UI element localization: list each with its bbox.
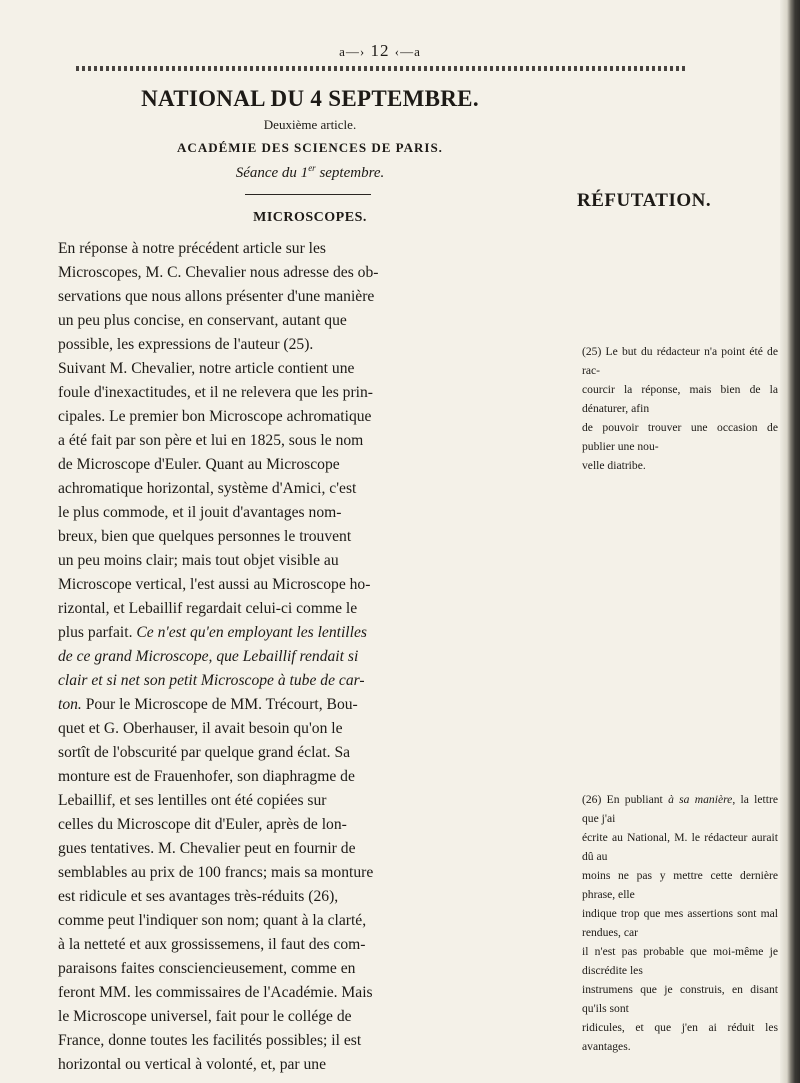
body-line: achromatique horizontal, système d'Amici, c'est — [58, 480, 357, 497]
body-line: sortît de l'obscurité par quelque grand éclat. Sa — [58, 744, 351, 761]
body-line: cipales. Le premier bon Microscope achromatique — [58, 408, 372, 425]
body-line: feront MM. les commissaires de l'Académie. Mais — [58, 984, 373, 1001]
body-line: semblables au prix de 100 francs; mais sa monture — [58, 864, 374, 881]
body-line: France, donne toutes les facilités possibles; il est — [58, 1032, 362, 1049]
footnote-line: (25) Le but du rédacteur n'a point été de rac- — [582, 345, 778, 377]
refutation-heading: RÉFUTATION. — [577, 190, 712, 211]
article-body — [58, 237, 568, 1077]
body-line: quet et G. Oberhauser, il avait besoin qu'on le — [58, 720, 343, 737]
body-line: Suivant M. Chevalier, notre article contient une — [58, 360, 355, 377]
body-line: rizontal, et Lebaillif regardait celui-ci comme le — [58, 600, 358, 617]
body-line: paraisons faites consciencieusement, comme en — [58, 960, 356, 977]
academy-heading: ACADÉMIE DES SCIENCES DE PARIS. — [177, 140, 443, 155]
footnote-line: ridicules, et que j'en ai réduit les avantages. — [582, 1021, 778, 1053]
body-line: Microscopes, M. C. Chevalier nous adresse des ob- — [58, 264, 379, 281]
body-line: clair et si net son petit Microscope à tube de car- — [58, 672, 365, 689]
body-line: horizontal ou vertical à volonté, et, par une — [58, 1056, 327, 1073]
body-line: Microscope vertical, l'est aussi au Microscope ho- — [58, 576, 371, 593]
body-line: est ridicule et ses avantages très-réduits (26), — [58, 888, 339, 905]
divider — [245, 194, 371, 195]
footnote-line: (26) En publiant à sa manière, la lettre que j'ai — [582, 793, 778, 825]
footnote-26 — [582, 790, 778, 1056]
body-line: a été fait par son père et lui en 1825, sous le nom — [58, 432, 364, 449]
body-line: possible, les expressions de l'auteur (25). — [58, 336, 314, 353]
footnote-line: velle diatribe. — [582, 459, 646, 472]
article-number: Deuxième article. — [263, 117, 357, 132]
footnote-line: courcir la réponse, mais bien de la dénaturer, afin — [582, 383, 778, 415]
body-line: plus parfait. Ce n'est qu'en employant les lentilles — [58, 624, 367, 641]
page-number-value: 12 — [370, 41, 390, 60]
footnote-line: indique trop que mes assertions sont mal rendues, car — [582, 907, 778, 939]
footnote-25 — [582, 342, 778, 475]
page-number-right-ornament: ‹—a — [394, 44, 421, 59]
body-line: de ce grand Microscope, que Lebaillif rendait si — [58, 648, 359, 665]
body-line: à la netteté et aux grossissemens, il faut des com- — [58, 936, 366, 953]
body-line: En réponse à notre précédent article sur les — [58, 240, 327, 257]
footnote-line: écrite au National, M. le rédacteur aurait dû au — [582, 831, 778, 863]
newspaper-title: NATIONAL DU 4 SEPTEMBRE. — [141, 86, 479, 111]
footnote-line: moins ne pas y mettre cette dernière phrase, elle — [582, 869, 778, 901]
footnote-line: instrumens que je construis, en disant qu'ils sont — [582, 983, 778, 1015]
body-line: celles du Microscope dit d'Euler, après de lon- — [58, 816, 347, 833]
body-line: un peu plus concise, en conservant, autant que — [58, 312, 347, 329]
body-line: gues tentatives. M. Chevalier peut en fournir de — [58, 840, 356, 857]
body-line: foule d'inexactitudes, et il ne relevera que les prin- — [58, 384, 373, 401]
body-line: de Microscope d'Euler. Quant au Microscope — [58, 456, 340, 473]
page-number-left-ornament: a—› — [339, 44, 366, 59]
body-line: un peu moins clair; mais tout objet visible au — [58, 552, 339, 569]
body-line: le plus commode, et il jouit d'avantages nom- — [58, 504, 342, 521]
body-line: Lebaillif, et ses lentilles ont été copiées sur — [58, 792, 327, 809]
body-line: ton. Pour le Microscope de MM. Trécourt, Bou- — [58, 696, 358, 713]
footnote-line: de pouvoir trouver une occasion de publier une nou- — [582, 421, 778, 453]
body-line: monture est de Frauenhofer, son diaphragme de — [58, 768, 355, 785]
ornamental-rule — [76, 66, 686, 71]
book-binding-edge — [780, 0, 800, 1083]
session-date: Séance du 1er septembre. — [235, 163, 385, 181]
italic-quote: Ce n'est qu'en employant les lentilles — [136, 624, 367, 641]
body-line: le Microscope universel, fait pour le collége de — [58, 1008, 352, 1025]
body-line: servations que nous allons présenter d'une manière — [58, 288, 375, 305]
page-number — [0, 41, 760, 61]
body-line: comme peut l'indiquer son nom; quant à la clarté, — [58, 912, 367, 929]
body-line: breux, bien que quelques personnes le trouvent — [58, 528, 352, 545]
section-title: MICROSCOPES. — [253, 210, 367, 225]
footnote-line: il n'est pas probable que moi-même je discrédite les — [582, 945, 778, 977]
